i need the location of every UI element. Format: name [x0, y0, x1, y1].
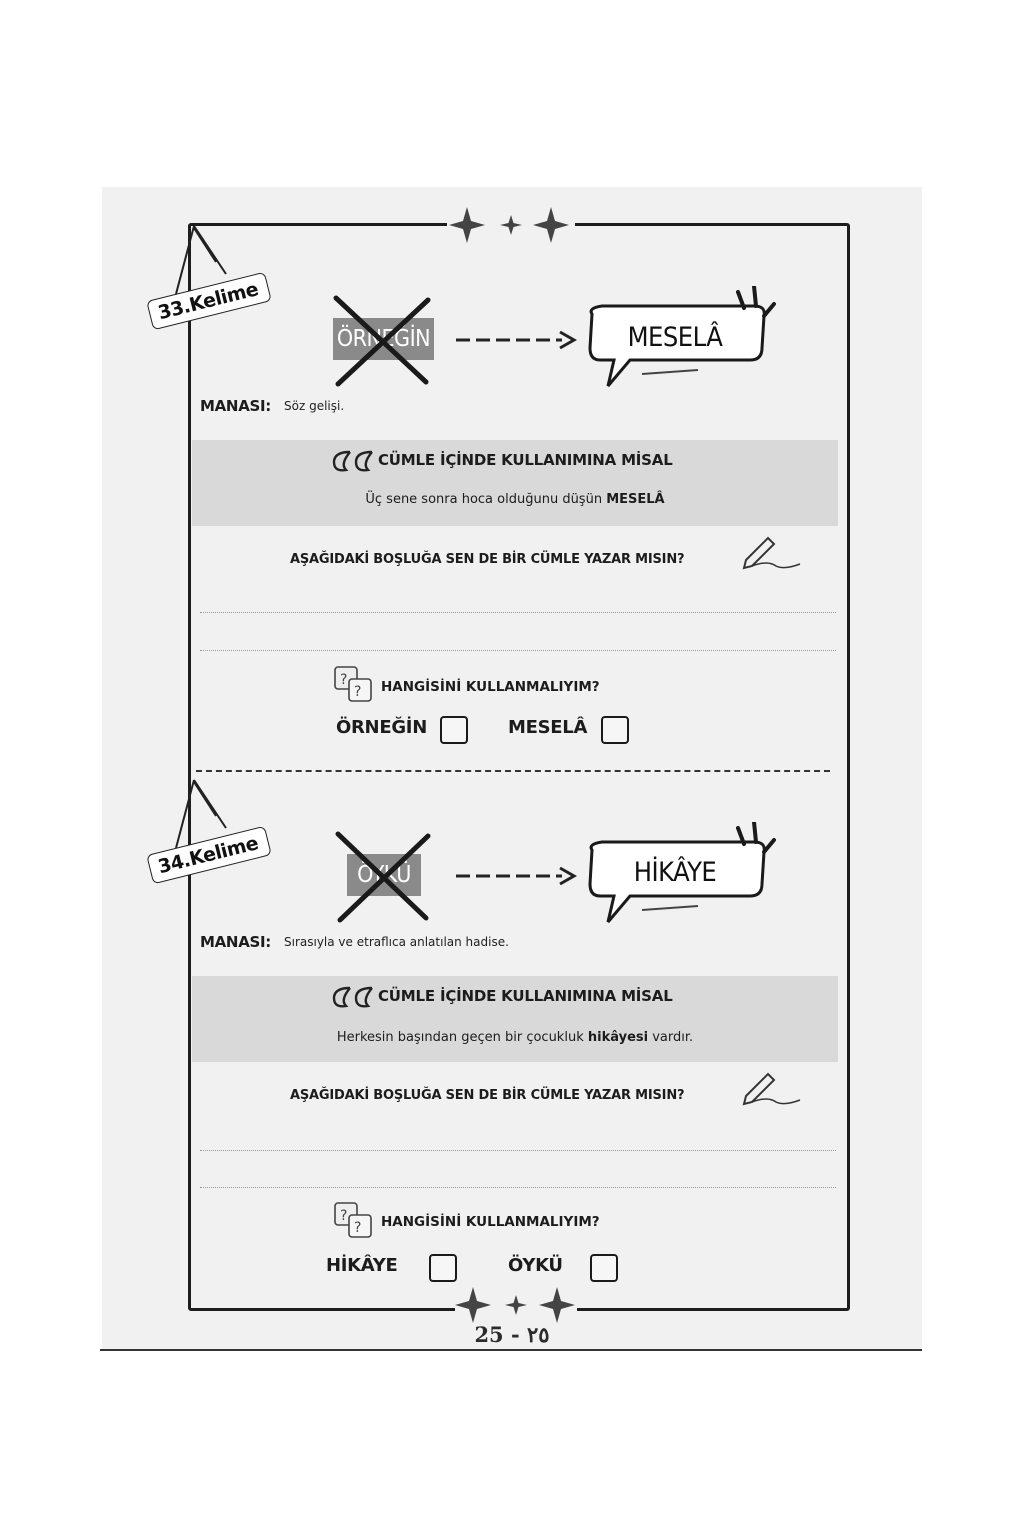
- choice-a-label: HİKÂYE: [326, 1255, 398, 1276]
- word-tag-34: 34.Kelime: [146, 826, 272, 885]
- replaced-word: ÖRNEĞİN: [333, 318, 434, 360]
- question-cards-icon: [333, 665, 377, 705]
- pencil-icon: [738, 534, 808, 574]
- svg-text:?: ?: [354, 684, 362, 700]
- svg-text:?: ?: [354, 1220, 362, 1236]
- choice-b-checkbox[interactable]: [601, 716, 629, 744]
- meaning-text: Sırasıyla ve etraflıca anlatılan hadise.: [284, 935, 509, 949]
- example-band: [192, 976, 838, 1062]
- sparkle-ornament-top-icon: [447, 203, 575, 247]
- preferred-word: HİKÂYE: [633, 857, 717, 888]
- cross-out-icon: [332, 828, 432, 924]
- choice-a-checkbox[interactable]: [440, 716, 468, 744]
- quote-icon: [330, 984, 380, 1010]
- word-tag-33: 33.Kelime: [146, 272, 272, 331]
- section-divider: [196, 770, 830, 772]
- example-sentence: Herkesin başından geçen bir çocukluk hikâyesi vardır.: [336, 1030, 694, 1045]
- footer-rule: [100, 1349, 922, 1351]
- svg-text:?: ?: [340, 1208, 348, 1224]
- replaced-word: ÖYKÜ: [347, 854, 421, 896]
- choice-b-checkbox[interactable]: [590, 1254, 618, 1282]
- write-prompt: AŞAĞIDAKİ BOŞLUĞA SEN DE BİR CÜMLE YAZAR MISIN?: [290, 1088, 685, 1103]
- page-number: 25 - ٢٥: [474, 1322, 550, 1347]
- example-sentence: Üç sene sonra hoca olduğunu düşün MESELÂ: [365, 492, 665, 507]
- quote-icon: [330, 448, 380, 474]
- writing-line[interactable]: [200, 1150, 836, 1151]
- choice-b-label: ÖYKÜ: [508, 1255, 563, 1276]
- meaning-text: Söz gelişi.: [284, 399, 345, 413]
- choice-a-checkbox[interactable]: [429, 1254, 457, 1282]
- writing-line[interactable]: [200, 650, 836, 651]
- choice-a-label: ÖRNEĞİN: [336, 717, 427, 738]
- svg-text:?: ?: [340, 672, 348, 688]
- writing-line[interactable]: [200, 1187, 836, 1188]
- preferred-word: MESELÂ: [627, 322, 723, 353]
- pencil-icon: [738, 1070, 808, 1110]
- choice-b-label: MESELÂ: [508, 717, 588, 738]
- dashed-arrow-icon: [452, 864, 578, 888]
- choice-question: HANGİSİNİ KULLANMALIYIM?: [381, 679, 600, 695]
- example-title: CÜMLE İÇİNDE KULLANIMINA MİSAL: [378, 451, 673, 469]
- question-cards-icon: [333, 1201, 377, 1241]
- example-band: [192, 440, 838, 526]
- sparkle-ornament-bottom-icon: [455, 1283, 577, 1327]
- meaning-label: MANASI:: [200, 933, 271, 951]
- example-title: CÜMLE İÇİNDE KULLANIMINA MİSAL: [378, 987, 673, 1005]
- cross-out-icon: [330, 292, 434, 388]
- choice-question: HANGİSİNİ KULLANMALIYIM?: [381, 1214, 600, 1230]
- write-prompt: AŞAĞIDAKİ BOŞLUĞA SEN DE BİR CÜMLE YAZAR MISIN?: [290, 552, 685, 567]
- writing-line[interactable]: [200, 612, 836, 613]
- meaning-label: MANASI:: [200, 397, 271, 415]
- dashed-arrow-icon: [452, 328, 578, 352]
